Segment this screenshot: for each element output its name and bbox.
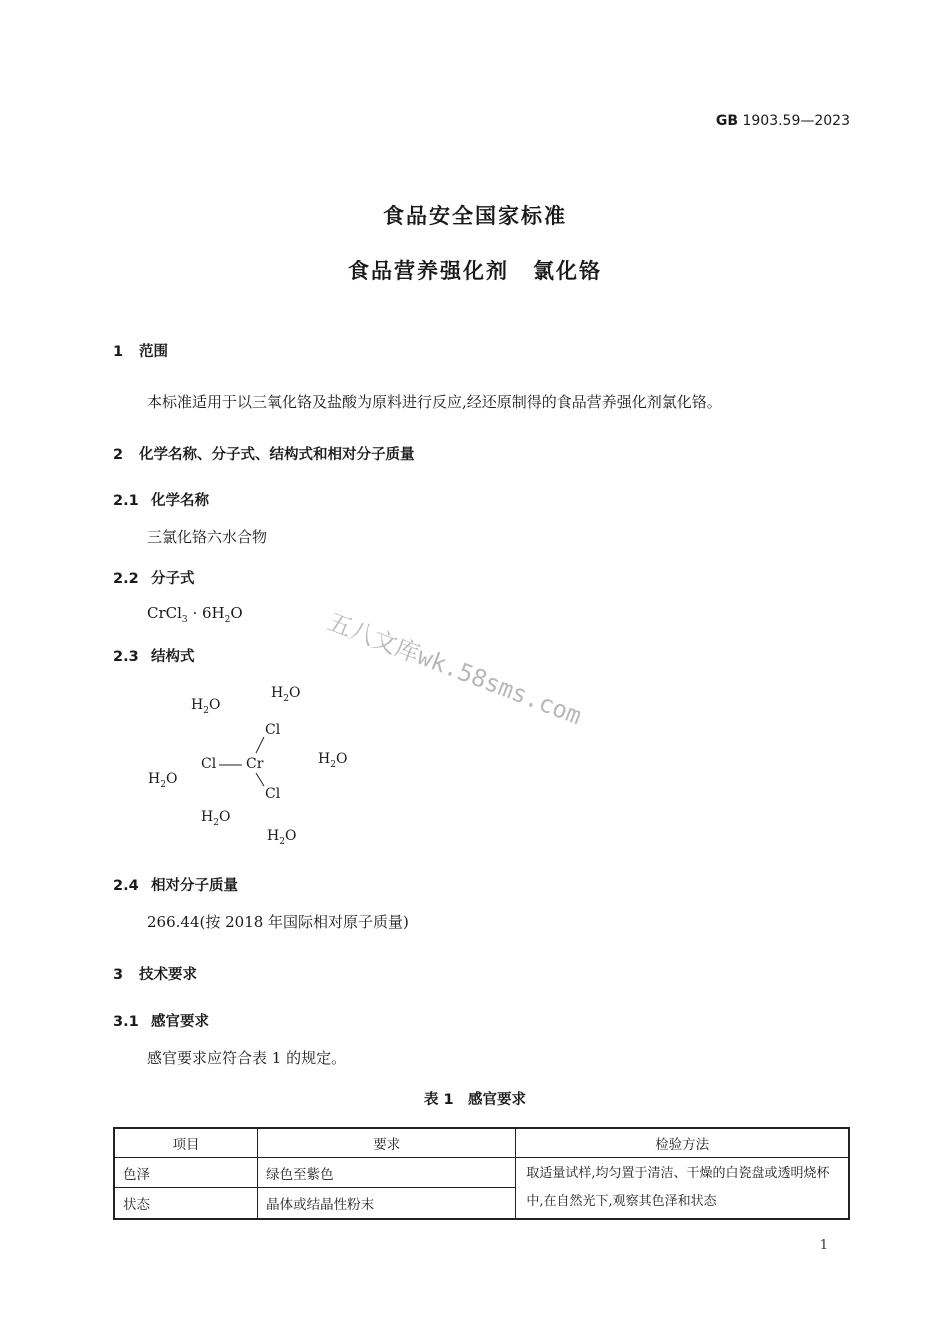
section-title: 化学名称	[151, 493, 209, 509]
section-3-1-heading	[113, 1010, 209, 1031]
section-2-heading	[113, 443, 415, 464]
section-2-1-heading	[113, 489, 209, 510]
atom-o: O	[284, 828, 297, 844]
page-number: 1	[819, 1238, 828, 1253]
atom-o: O	[218, 809, 231, 825]
chloride-atom-bottom: Cl	[265, 786, 281, 802]
atom-h: H	[271, 685, 284, 701]
section-number: 1	[113, 344, 124, 360]
formula-subscript: 2	[224, 615, 231, 625]
subscript: 2	[213, 817, 219, 828]
sensory-requirements-table	[113, 1127, 850, 1220]
section-number: 2	[113, 447, 124, 463]
section-title: 技术要求	[139, 967, 197, 983]
atom-o: O	[288, 685, 301, 701]
standard-number	[660, 113, 850, 129]
table-cell-requirement: 晶体或结晶性粉末	[258, 1188, 516, 1219]
table-cell-method: 取适量试样,均匀置于清洁、干燥的白瓷盘或透明烧杯中,在自然光下,观察其色泽和状态	[516, 1158, 849, 1220]
section-title: 分子式	[151, 571, 195, 587]
atom-o: O	[208, 697, 221, 713]
section-number: 2.3	[113, 649, 139, 665]
table-cell-item: 色泽	[114, 1158, 258, 1188]
section-number: 2.2	[113, 571, 139, 587]
section-3-heading	[113, 963, 197, 984]
subscript: 2	[330, 759, 336, 770]
table-cell-requirement: 绿色至紫色	[258, 1158, 516, 1188]
molecular-mass: 266.44(按 2018 年国际相对原子质量)	[147, 913, 409, 931]
chromium-atom: Cr	[246, 756, 264, 772]
subscript: 2	[279, 836, 285, 847]
section-number: 2.4	[113, 878, 139, 894]
table-header-cell: 检验方法	[516, 1128, 849, 1158]
standard-code: 1903.59—2023	[742, 113, 850, 129]
section-2-4-heading	[113, 874, 238, 895]
subtitle-part-2: 氯化铬	[533, 259, 602, 283]
document-title: 食品安全国家标准	[383, 204, 567, 228]
subscript: 2	[203, 705, 209, 716]
table-header-row	[114, 1128, 849, 1158]
table-header-cell: 要求	[258, 1128, 516, 1158]
atom-h: H	[148, 771, 161, 787]
atom-h: H	[267, 828, 280, 844]
table-row	[114, 1158, 849, 1188]
section-number: 2.1	[113, 493, 139, 509]
formula-part: 6H	[202, 604, 225, 622]
formula-dot: ·	[192, 604, 198, 622]
chloride-atom-top: Cl	[265, 722, 281, 738]
section-number: 3.1	[113, 1014, 139, 1030]
table-header-cell: 项目	[114, 1128, 258, 1158]
atom-h: H	[191, 697, 204, 713]
atom-o: O	[165, 771, 178, 787]
structure-bonds	[140, 680, 370, 860]
subscript: 2	[283, 693, 289, 704]
document-subtitle	[0, 255, 950, 285]
formula-part: O	[230, 604, 243, 622]
section-1-text: 本标准适用于以三氧化铬及盐酸为原料进行反应,经还原制得的食品营养强化剂氯化铬。	[147, 393, 722, 411]
section-number: 3	[113, 967, 124, 983]
chloride-atom-left: Cl	[201, 756, 217, 772]
section-title: 相对分子质量	[151, 878, 238, 894]
chemical-name: 三氯化铬六水合物	[147, 528, 268, 546]
table-cell-item: 状态	[114, 1188, 258, 1219]
atom-h: H	[318, 751, 331, 767]
section-1-heading	[113, 340, 168, 361]
section-2-3-heading	[113, 645, 195, 666]
section-title: 感官要求	[151, 1014, 209, 1030]
standard-prefix: GB	[715, 113, 739, 129]
bond-top	[256, 737, 264, 753]
subtitle-part-1: 食品营养强化剂	[348, 259, 509, 283]
section-2-2-heading	[113, 567, 195, 588]
table-caption: 表 1 感官要求	[423, 1092, 527, 1108]
formula-part: CrCl	[147, 604, 182, 622]
section-3-1-text: 感官要求应符合表 1 的规定。	[147, 1049, 347, 1067]
subscript: 2	[160, 779, 166, 790]
formula-subscript: 3	[181, 615, 188, 625]
section-title: 化学名称、分子式、结构式和相对分子质量	[139, 447, 415, 463]
section-title: 范围	[139, 344, 168, 360]
atom-h: H	[201, 809, 214, 825]
section-title: 结构式	[151, 649, 195, 665]
bond-bottom	[256, 773, 264, 786]
atom-o: O	[335, 751, 348, 767]
molecular-formula	[147, 604, 243, 625]
watermark: 五八文库wk.58sms.com	[323, 607, 586, 731]
